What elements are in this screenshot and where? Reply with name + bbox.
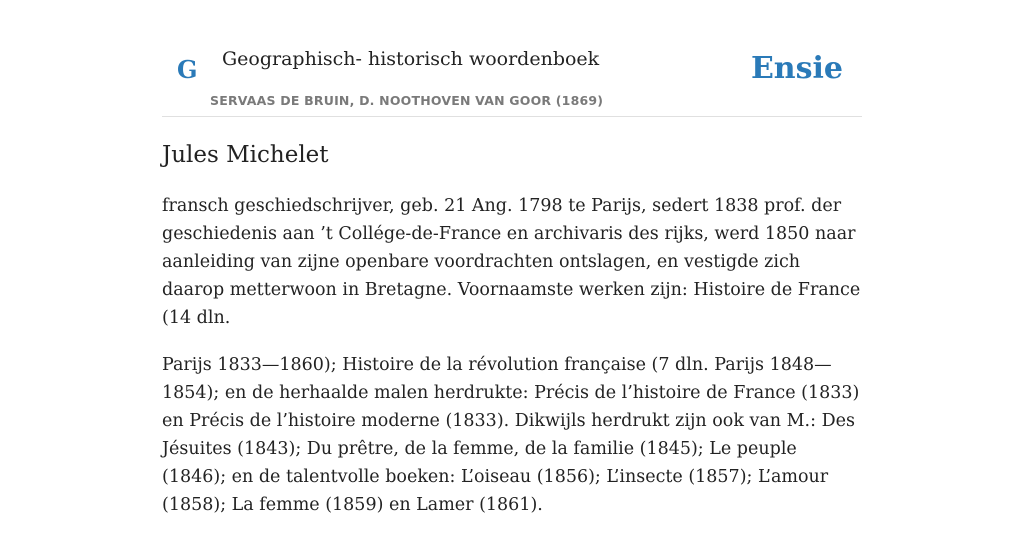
ensie-logo[interactable]: Ensie bbox=[750, 51, 843, 86]
book-authors: SERVAAS DE BRUIN, D. NOOTHOVEN VAN GOOR (1869) bbox=[210, 93, 604, 108]
entry-content bbox=[162, 192, 862, 538]
source-logo[interactable]: G bbox=[177, 55, 198, 84]
page-header bbox=[162, 0, 862, 117]
entry-paragraph: fransch geschiedschrijver, geb. 21 Ang. 1798 te Parijs, sedert 1838 prof. der geschiedenis aan ’t Collége-de-France en archivaris des rijks, werd 1850 naar aanleiding van zijne openbare voordrachten ontslagen, en vestigde zich daarop metterwoon in Bretagne. Voornaamste werken zijn: Histoire de France (14 dln. bbox=[162, 196, 861, 328]
book-title-link[interactable]: Geographisch- historisch woordenboek bbox=[222, 48, 600, 70]
entry-title: Jules Michelet bbox=[162, 142, 329, 168]
entry-paragraph: Parijs 1833—1860); Histoire de la révolution française (7 dln. Parijs 1848—1854); en de herhaalde malen herdrukte: Précis de l’histoire de France (1833) en Précis de l’histoire moderne (1833). Dikwijls herdrukt zijn ook van M.: Des Jésuites (1843); Du prêtre, de la femme, de la familie (1845); Le peuple (1846); en de talentvolle boeken: L’oiseau (1856); L’insecte (1857); L’amour (1858); La femme (1859) en Lamer (1861). bbox=[162, 355, 860, 515]
